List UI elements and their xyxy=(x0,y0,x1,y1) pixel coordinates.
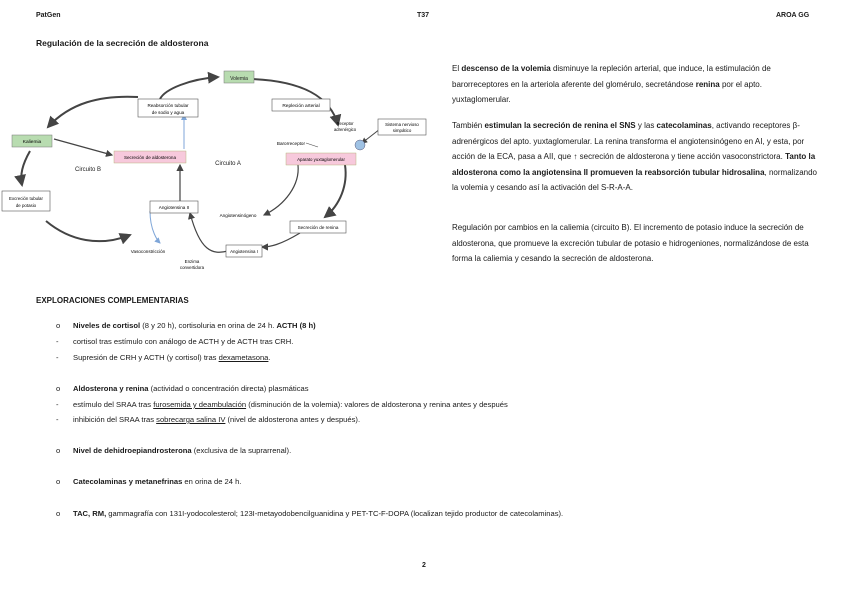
reabsorption-label-1: Reabsorción tubular xyxy=(147,103,189,108)
circuit-a-arc-right xyxy=(325,165,346,217)
paragraph-sns: También estimulan la secreción de renina el SNS y las catecolaminas, activando receptores β-adrenérgicos del apto. yuxtaglomerular. La renina transforma el angiotensinógeno en AI, y esta, por acción de la ECA, pasa a AII, que ↑ secreción de aldosterona y tiene acción vasoconstrictora. Tanto la aldosterona como la angiotensina II promueven la reabsorción tubular hidrosalina, normalizando la volemia y cesando así la activación del S-R-A-A. xyxy=(452,121,817,192)
header-left: PatGen xyxy=(36,12,61,19)
renina-to-angiotensinogen xyxy=(264,165,298,215)
circuit-a-arc-bottom xyxy=(262,233,300,247)
secrecion-renina-label: Secreción de renina xyxy=(297,225,339,230)
kaliemia-label: Kaliemia xyxy=(22,140,42,145)
angiotensina1-label: Angiotensina I xyxy=(230,249,258,254)
replecion-label: Repleción arterial xyxy=(282,104,320,109)
angio1-to-angio2 xyxy=(190,213,228,252)
enzima-label-1: Enzima xyxy=(184,259,200,264)
section-title: EXPLORACIONES COMPLEMENTARIAS xyxy=(36,296,189,305)
page-title: Regulación de la secreción de aldosterona xyxy=(36,38,209,48)
aparato-label: Aparato yuxtaglomerular xyxy=(297,157,345,162)
aldosterone-regulation-diagram xyxy=(0,55,430,285)
circuit-a-label: Circuito A xyxy=(215,161,241,167)
kaliemia-to-aldo xyxy=(54,139,112,155)
circuit-b-label: Circuito B xyxy=(74,167,102,173)
circuit-b-arc-bottom xyxy=(46,221,130,241)
angiotensinogeno-label: Angiotensinógeno xyxy=(219,213,257,218)
barorreceptor-line xyxy=(306,143,318,147)
reabsorption-label-2: de sodio y agua xyxy=(151,110,185,115)
paragraph-volemia: El descenso de la volemia disminuye la repleción arterial, que induce, la estimulación de barorreceptores en la arteriola aferente del glomérulo, secretándose renina por el apto. yuxtaglomerular. xyxy=(452,64,771,104)
vasoconstriccion-label: Vasoconstricción xyxy=(130,249,166,254)
sns-label-2: simpático xyxy=(392,128,412,133)
enzima-label-2: convertidora xyxy=(179,265,205,270)
excrecion-box xyxy=(2,191,50,211)
page-number: 2 xyxy=(422,562,426,569)
sns-to-receptor xyxy=(362,129,380,143)
sns-label-1: Sistema nervioso xyxy=(385,122,419,127)
receptor-icon xyxy=(355,140,365,150)
secrecion-aldo-label: Secreción de aldosterona xyxy=(123,155,177,160)
barorreceptor-label: Barorreceptor xyxy=(276,141,305,146)
circuit-b-arc-left xyxy=(21,151,30,185)
header-center: T37 xyxy=(417,12,430,19)
circuit-b-arc-top xyxy=(48,97,138,127)
receptor-label-1: Receptor xyxy=(336,121,354,126)
circuit-a-arc-left xyxy=(160,77,218,99)
header-right: AROA GG xyxy=(776,12,810,19)
receptor-label-2: adrenérgico xyxy=(333,127,357,132)
paragraph-caliemia: Regulación por cambios en la caliemia (circuito B). El incremento de potasio induce la secreción de aldosterona, que promueve la excreción tubular de potasio e hidrogeniones, normalizándose de esta forma la caliemia y cesando la secreción de aldosterona. xyxy=(452,223,809,263)
excrecion-label-2: de potasio xyxy=(15,203,37,208)
vasoconstriccion-arrow xyxy=(150,211,160,243)
angiotensina2-label: Angiotensina II xyxy=(158,205,190,210)
excrecion-label-1: Excreción tubular xyxy=(9,196,43,201)
volemia-label: Volemia xyxy=(230,76,248,82)
